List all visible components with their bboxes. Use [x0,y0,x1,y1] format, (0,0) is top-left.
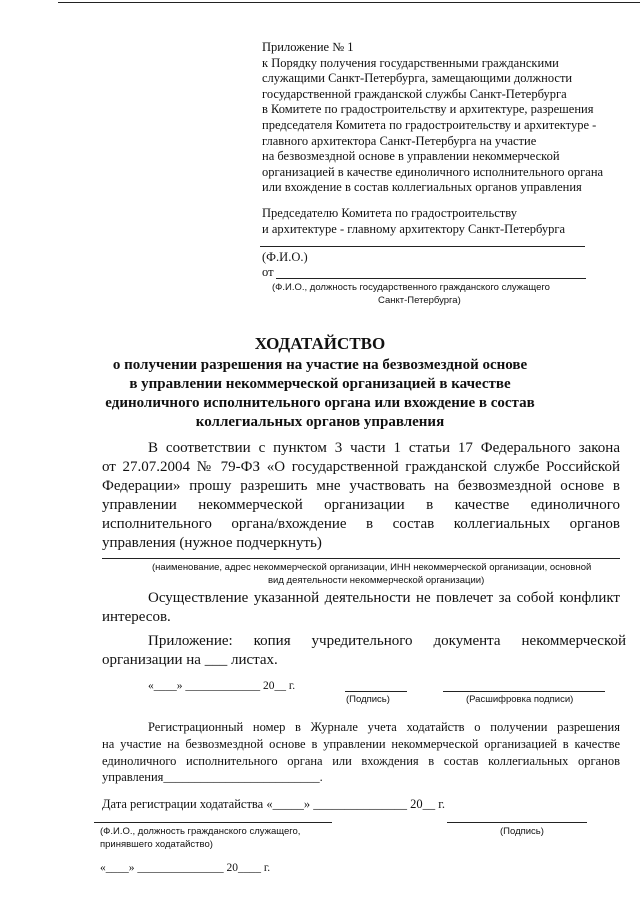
body-line: от 27.07.2004 № 79-ФЗ «О государственной гражданской службе Российской [102,459,620,475]
from-label: от [262,265,274,279]
appendix-line: служащими Санкт-Петербурга, замещающими должности [262,71,573,86]
decode-caption: (Расшифровка подписи) [466,694,574,705]
appendix-line: государственной гражданской службы Санкт-Петербурга [262,86,567,101]
top-rule [58,2,640,3]
body-line: Приложение: копия учредительного документа некоммерческой [148,633,626,649]
title-line: в управлении некоммерческой организацией в качестве [129,376,511,392]
registration-date: Дата регистрации ходатайства «_____» _______________ 20__ г. [102,797,446,811]
signature-caption: (Подпись) [346,694,390,705]
from-caption: (Ф.И.О., должность государственного гражданского служащего [272,282,550,293]
title-line: коллегиальных органов управления [195,414,445,430]
registration-line: на участие на безвозмездной основе в управлении некоммерческой организацией в качестве [102,737,620,751]
body-line: В соответствии с пунктом 3 части 1 статьи 17 Федерального закона [148,440,620,456]
appendix-line: в Комитете по градостроительству и архитектуре, разрешения [262,102,594,117]
org-underline [102,558,620,559]
body-line: исполнительного органа/вхождение в состав коллегиальных органов [102,516,620,532]
body-line: организации на ___ листах. [102,652,278,668]
signature-date: «____» _____________ 20__ г. [148,680,296,692]
body-line: управления (нужное подчеркнуть) [102,535,322,551]
addressee-underline [260,246,585,247]
addressee-line: и архитектуре - главному архитектору Санкт-Петербурга [262,222,566,236]
body-line: Федерации» прошу разрешить мне участвовать на безвозмездной основе в [102,478,620,494]
appendix-line: главного архитектора Санкт-Петербурга на участие [262,133,537,148]
signature-line [345,691,407,692]
org-caption: (наименование, адрес некоммерческой организации, ИНН некоммерческой организации, основной [152,562,592,573]
from-caption: Санкт-Петербурга) [378,295,461,306]
document-title: ХОДАТАЙСТВО [254,334,386,353]
addressee-line: Председателю Комитета по градостроительству [262,206,517,220]
registrar-date: «____» _______________ 20____ г. [100,862,271,874]
body-line: управлении некоммерческой организации в качестве единоличного [102,497,620,513]
org-caption: вид деятельности некоммерческой организации) [268,575,485,586]
registrar-caption: (Ф.И.О., должность гражданского служащего, [100,826,301,837]
registrar-line [94,822,332,823]
decode-line [443,691,605,692]
appendix-block [262,40,632,196]
registration-line: единоличного исполнительного органа или вхождения в состав коллегиальных органов [102,754,620,768]
body-line: интересов. [102,609,171,625]
registrar-signature-caption: (Подпись) [500,826,544,837]
registrar-caption: принявшего ходатайство) [100,839,213,850]
appendix-line: или вхождение в состав коллегиальных органов управления [262,180,582,195]
appendix-line: к Порядку получения государственными гражданскими [262,55,559,70]
registration-line: управления_________________________. [102,770,323,784]
appendix-line: организацией в качестве единоличного исполнительного органа [262,164,604,179]
from-underline [276,278,586,279]
appendix-line: на безвозмездной основе в управлении некоммерческой [262,149,560,164]
fio-label: (Ф.И.О.) [262,250,308,264]
title-line: единоличного исполнительного органа или вхождение в состав [105,395,535,411]
appendix-line: председателя Комитета по градостроительству и архитектуре - [262,117,597,132]
body-line: Осуществление указанной деятельности не повлечет за собой конфликт [148,590,620,606]
registration-line: Регистрационный номер в Журнале учета ходатайств о получении разрешения [148,720,620,734]
registrar-signature-line [447,822,587,823]
title-line: о получении разрешения на участие на безвозмездной основе [112,357,528,373]
appendix-line: Приложение № 1 [262,40,354,54]
addressee-block [262,205,565,237]
